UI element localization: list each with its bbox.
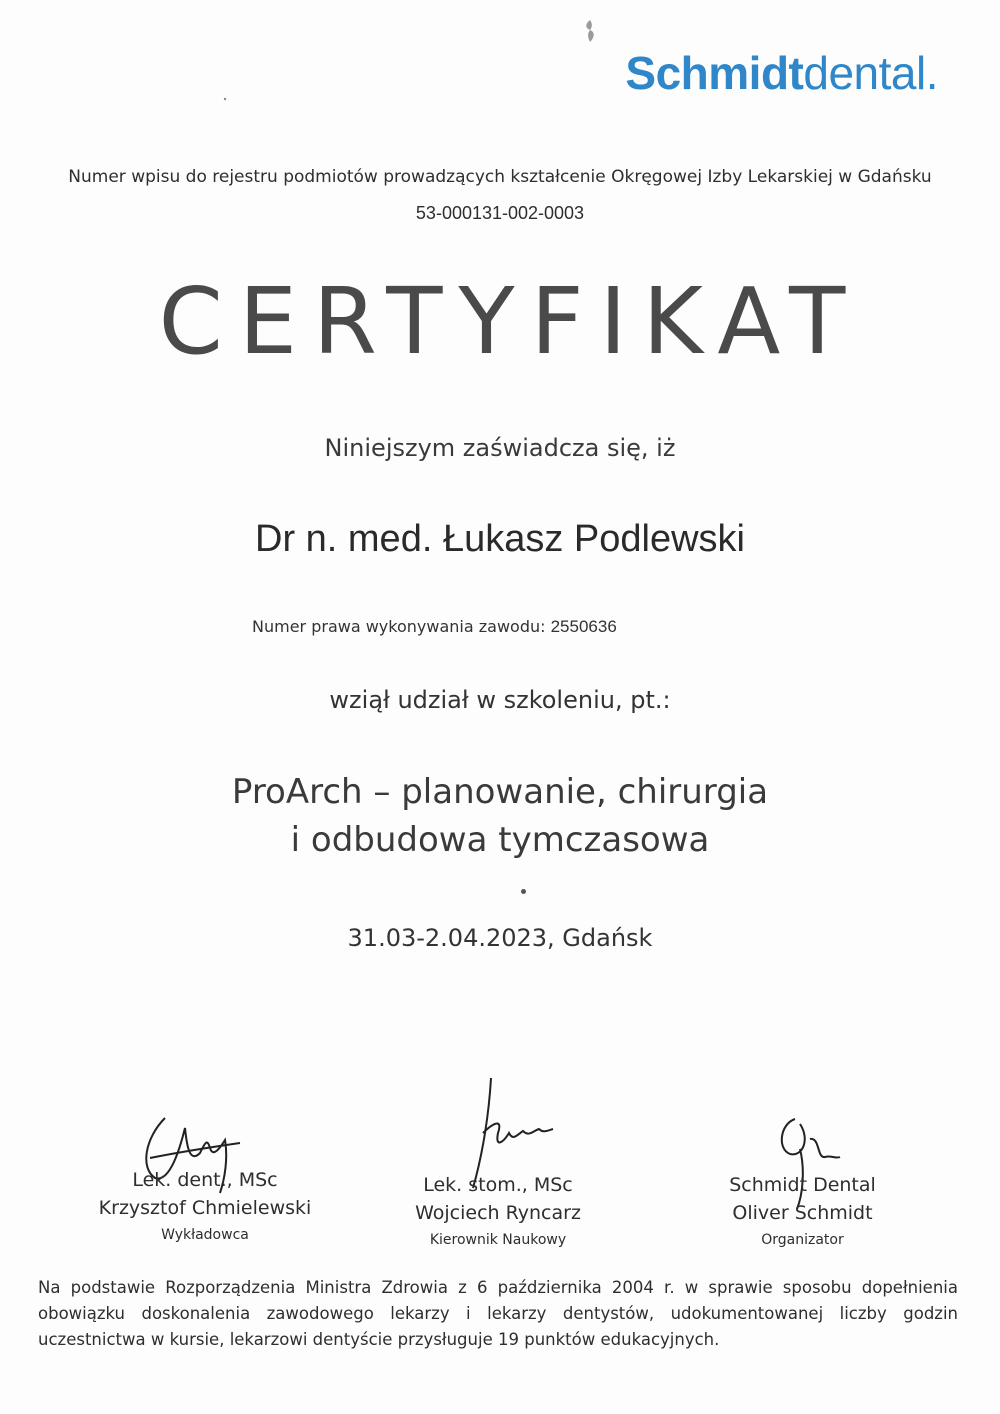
license-number: 2550636	[550, 617, 617, 636]
registry-number: 53-000131-002-0003	[415, 203, 585, 223]
signatory-organizer-role: Organizator	[761, 1232, 844, 1248]
education-points: 19	[497, 1330, 519, 1349]
footer-text: Na podstawie Rozporządzenia Ministra Zdrowia z 6 października 2004 r. w sprawie sposobu dopełnienia obowiązku doskonalenia zawodowego lekarzy i lekarzy dentystów, udokumentowanej liczby godzin uczestnictwa w kursie, lekarzowi dentyście przysługuje	[38, 1278, 958, 1349]
legal-footer	[38, 1275, 958, 1353]
logo-name-light: dental.	[803, 47, 938, 99]
recipient-name: Dr n. med. Łukasz Podlewski	[255, 518, 745, 560]
signatory-scientific-director-title: Lek. stom., MSc	[423, 1174, 573, 1196]
logo-mark-icon	[579, 18, 601, 44]
certificate-title: CERTYFIKAT	[158, 268, 862, 375]
course-title-line-2: i odbudowa tymczasowa	[290, 820, 710, 860]
signatory-lecturer-title: Lek. dent., MSc	[132, 1169, 278, 1191]
course-title	[0, 768, 1000, 864]
course-date-location: 31.03-2.04.2023, Gdańsk	[347, 924, 653, 952]
signatory-organizer	[700, 1171, 905, 1253]
participation-text: wziął udział w szkoleniu, pt.:	[329, 686, 671, 714]
signatory-organizer-title: Schmidt Dental	[729, 1174, 876, 1196]
license-label: Numer prawa wykonywania zawodu:	[252, 617, 546, 636]
registry-text: Numer wpisu do rejestru podmiotów prowadzących kształcenie Okręgowej Izby Lekarskiej w Gdańsku	[68, 167, 932, 187]
signatory-scientific-director	[398, 1171, 598, 1253]
signatory-organizer-name: Oliver Schmidt	[732, 1202, 873, 1224]
signatory-lecturer-name: Krzysztof Chmielewski	[98, 1197, 312, 1219]
stray-dot	[521, 889, 526, 894]
signatory-lecturer-role: Wykładowca	[161, 1227, 249, 1243]
course-title-line-1: ProArch – planowanie, chirurgia	[231, 772, 769, 812]
attestation-text: Niniejszym zaświadcza się, iż	[324, 434, 676, 462]
signatory-lecturer	[95, 1166, 315, 1248]
license-line	[252, 617, 617, 637]
company-logo	[625, 46, 938, 100]
speck-mark-icon	[222, 96, 228, 102]
signatory-scientific-director-name: Wojciech Ryncarz	[415, 1202, 581, 1224]
footer-text-end: punktów edukacyjnych.	[524, 1330, 720, 1349]
logo-name-bold: Schmidt	[625, 47, 804, 99]
signatory-scientific-director-role: Kierownik Naukowy	[429, 1232, 567, 1248]
